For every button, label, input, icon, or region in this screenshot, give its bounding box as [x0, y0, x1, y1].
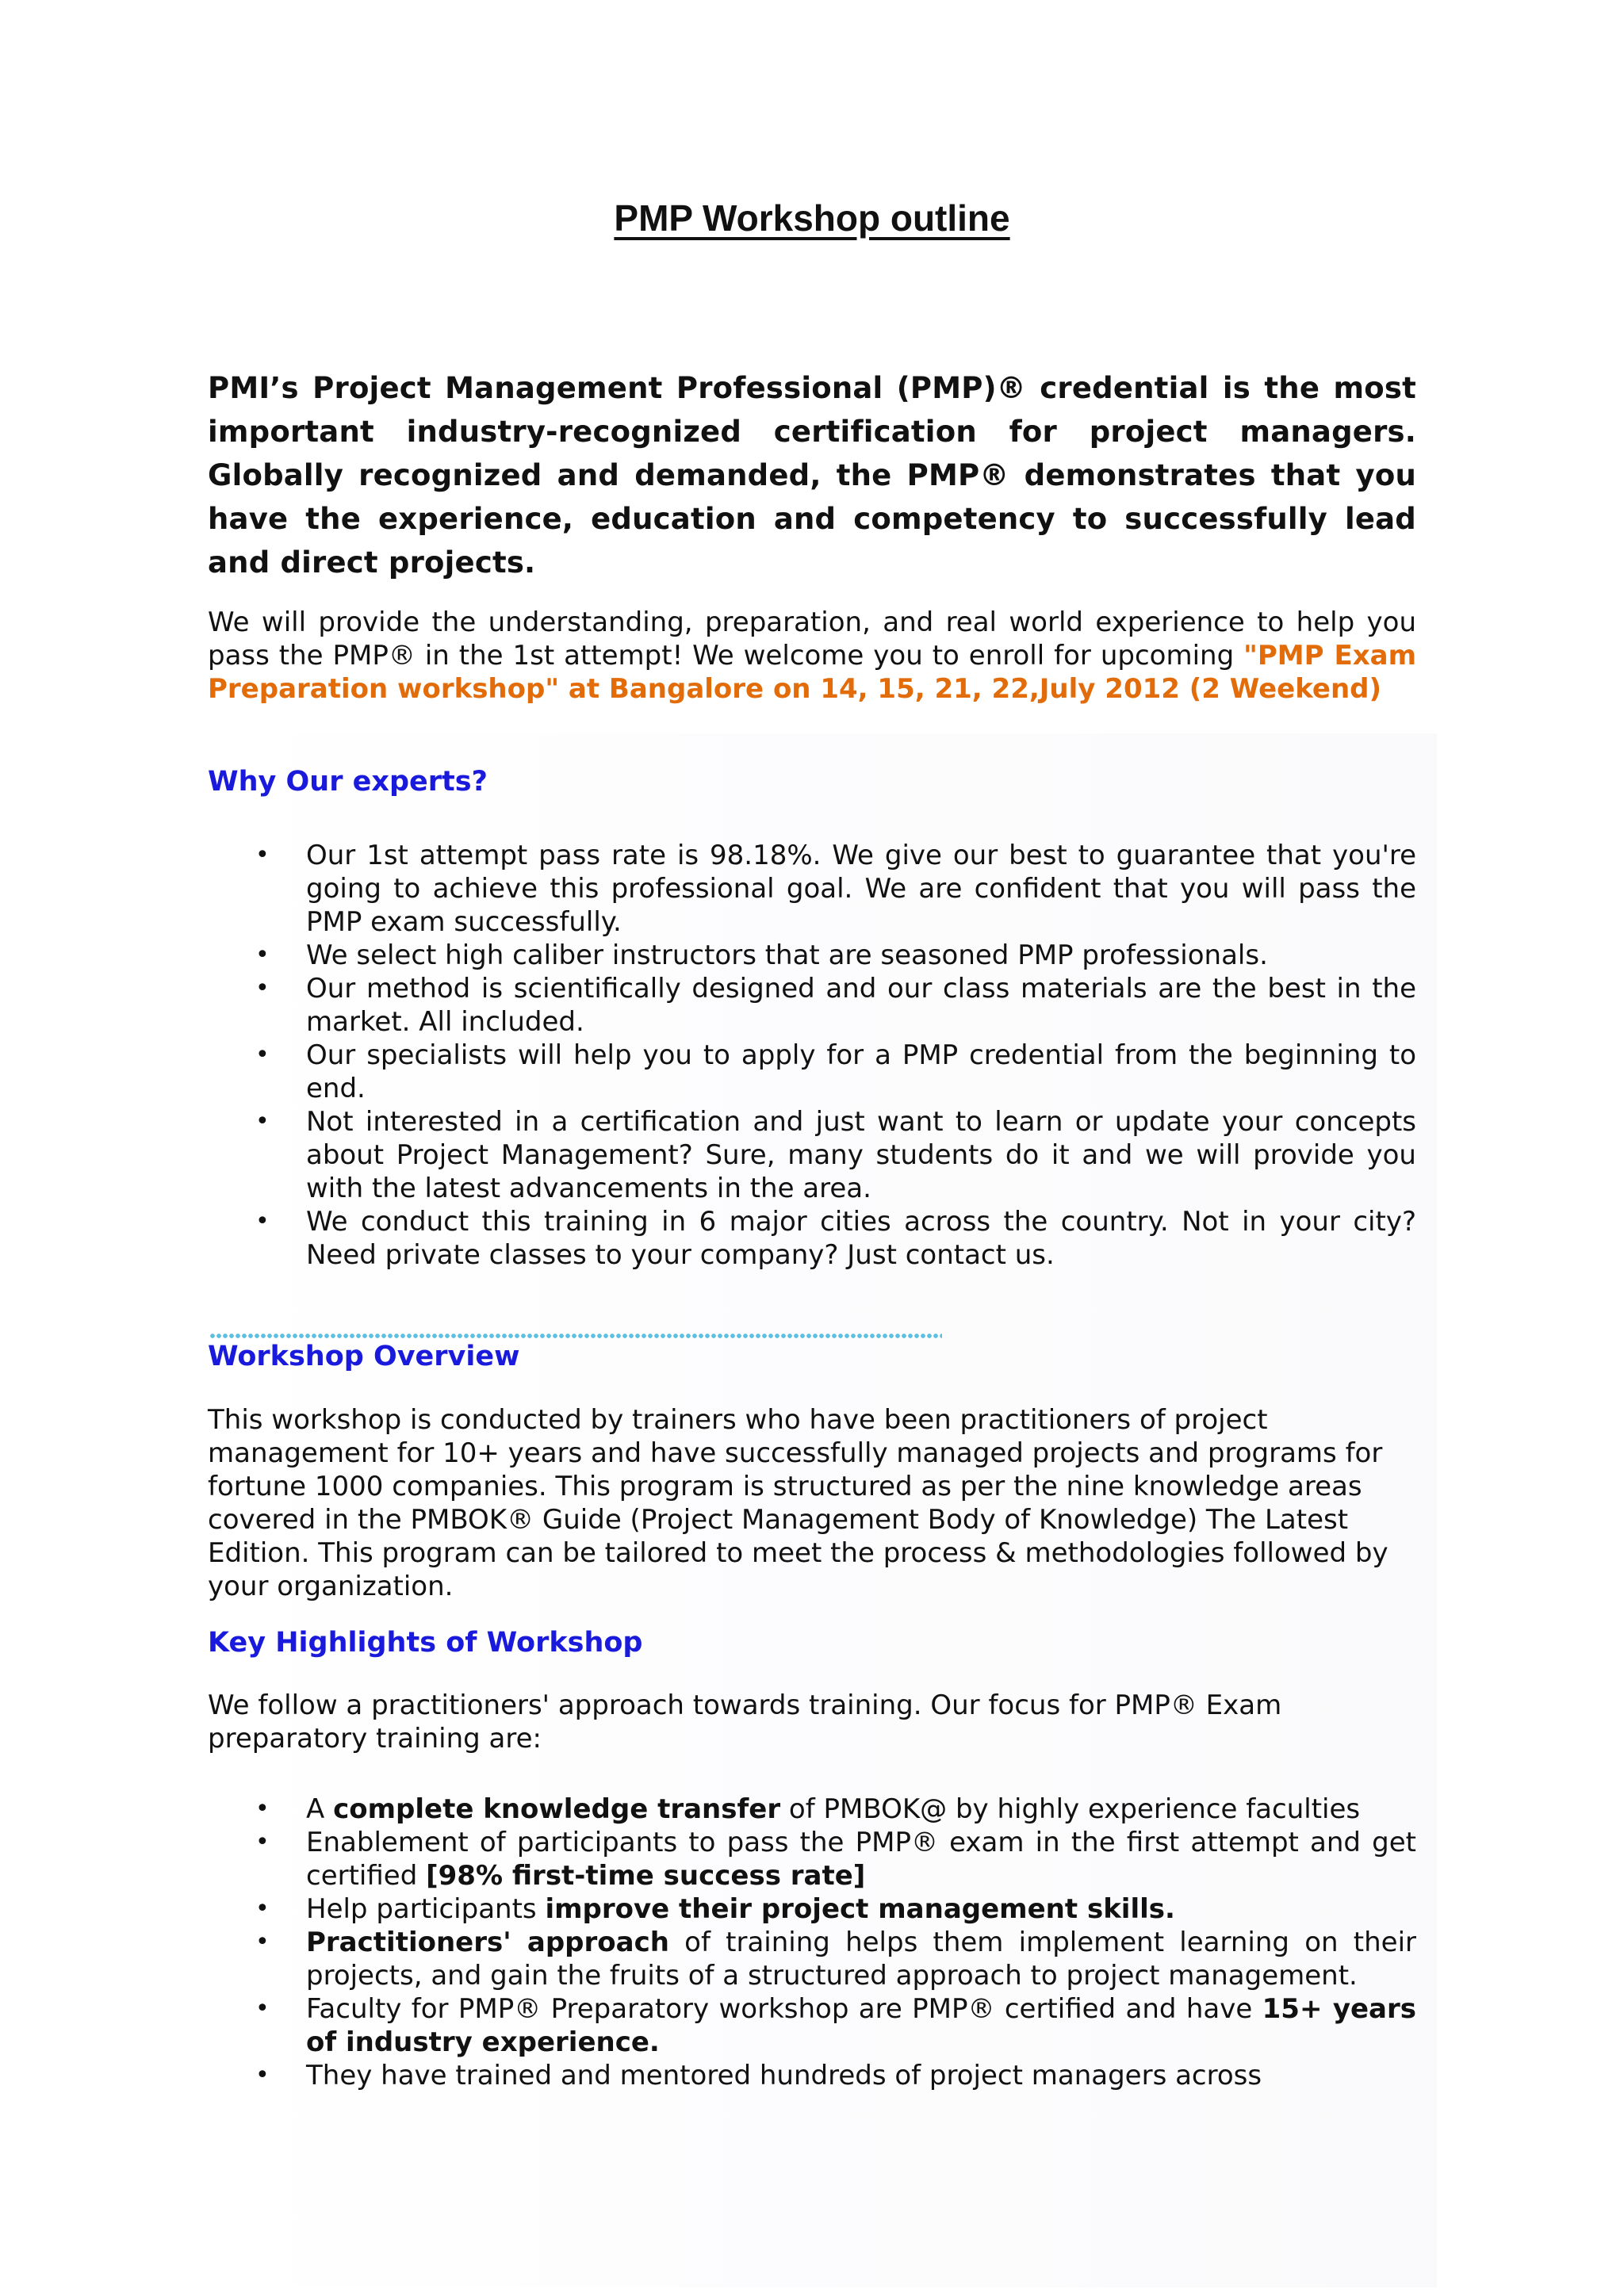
- bullet-icon: •: [255, 1207, 270, 1235]
- bullet-icon: •: [255, 841, 270, 869]
- page-title: PMP Workshop outline: [614, 197, 1010, 239]
- list-item: • Our specialists will help you to apply for a PMP credential from the beginning to end.: [255, 1039, 1416, 1104]
- key-highlights-intro: We follow a practitioners' approach towards training. Our focus for PMP® Exam preparatory training are:: [208, 1689, 1282, 1755]
- bullet-icon: •: [255, 1895, 270, 1923]
- list-item: • A complete knowledge transfer of PMBOK@ by highly experience faculties: [255, 1793, 1361, 1825]
- enroll-paragraph: [208, 606, 1416, 706]
- workshop-overview-paragraph: This workshop is conducted by trainers who have been practitioners of project management for 10+ years and have successfully managed projects and programs for fortune 1000 companies. This program is structured as per the nine knowledge areas covered in the PMBOK® Guide (Project Management Body of Knowledge) The Latest Edition. This program can be tailored to meet the process & methodologies followed by your organization.: [208, 1404, 1388, 1602]
- why-experts-heading: Why Our experts?: [208, 766, 488, 798]
- key-highlights-list: [208, 1793, 1416, 2092]
- bullet-icon: •: [255, 974, 270, 1002]
- list-item: • Help participants improve their project management skills.: [255, 1893, 1175, 1925]
- bullet-icon: •: [255, 1041, 270, 1069]
- key-highlights-heading: Key Highlights of Workshop: [208, 1627, 643, 1659]
- list-item: • Faculty for PMP® Preparatory workshop are PMP® certified and have 15+ years of industry experience.: [255, 1993, 1416, 2058]
- bullet-icon: •: [255, 1108, 270, 1135]
- list-item: • Our 1st attempt pass rate is 98.18%. We give our best to guarantee that you're going to achieve this professional goal. We are confident that you will pass the PMP exam successfully.: [255, 840, 1416, 938]
- bullet-icon: •: [255, 1928, 270, 1956]
- list-item: • Not interested in a certification and just want to learn or update your concepts about Project Management? Sure, many students do it and we will provide you with the latest advancements in the area.: [255, 1106, 1416, 1204]
- bullet-icon: •: [255, 1828, 270, 1856]
- bullet-icon: •: [255, 941, 270, 969]
- intro-paragraph: PMI’s Project Management Professional (PMP)® credential is the most important industry-recognized certification for project managers. Globally recognized and demanded, the PMP® demonstrates that you have the experience, education and competency to successfully lead and direct projects.: [208, 371, 1416, 580]
- dotted-divider: [209, 1333, 942, 1339]
- workshop-overview-heading: Workshop Overview: [208, 1341, 520, 1372]
- list-item: • Enablement of participants to pass the PMP® exam in the first attempt and get certified [98% first-time success rate]: [255, 1827, 1416, 1892]
- bullet-icon: •: [255, 2061, 270, 2089]
- list-item: • Practitioners' approach of training helps them implement learning on their projects, and gain the fruits of a structured approach to project management.: [255, 1927, 1416, 1992]
- list-item: • They have trained and mentored hundreds of project managers across: [255, 2060, 1262, 2091]
- enroll-text: We will provide the understanding, preparation, and real world experience to help you pass the PMP® in the 1st attempt! We welcome you to enroll for upcoming: [208, 607, 1416, 672]
- list-item: • Our method is scientifically designed and our class materials are the best in the market. All included.: [255, 973, 1416, 1038]
- bullet-icon: •: [255, 1995, 270, 2022]
- workshop-announcement: "PMP Exam Preparation workshop" at Bangalore on 14, 15, 21, 22,July 2012 (2 Weekend): [208, 640, 1416, 705]
- bullet-icon: •: [255, 1795, 270, 1823]
- list-item: • We select high caliber instructors that are seasoned PMP professionals.: [255, 939, 1268, 971]
- list-item: • We conduct this training in 6 major cities across the country. Not in your city? Need private classes to your company? Just contact us.: [255, 1206, 1416, 1271]
- why-experts-list: [208, 839, 1416, 1272]
